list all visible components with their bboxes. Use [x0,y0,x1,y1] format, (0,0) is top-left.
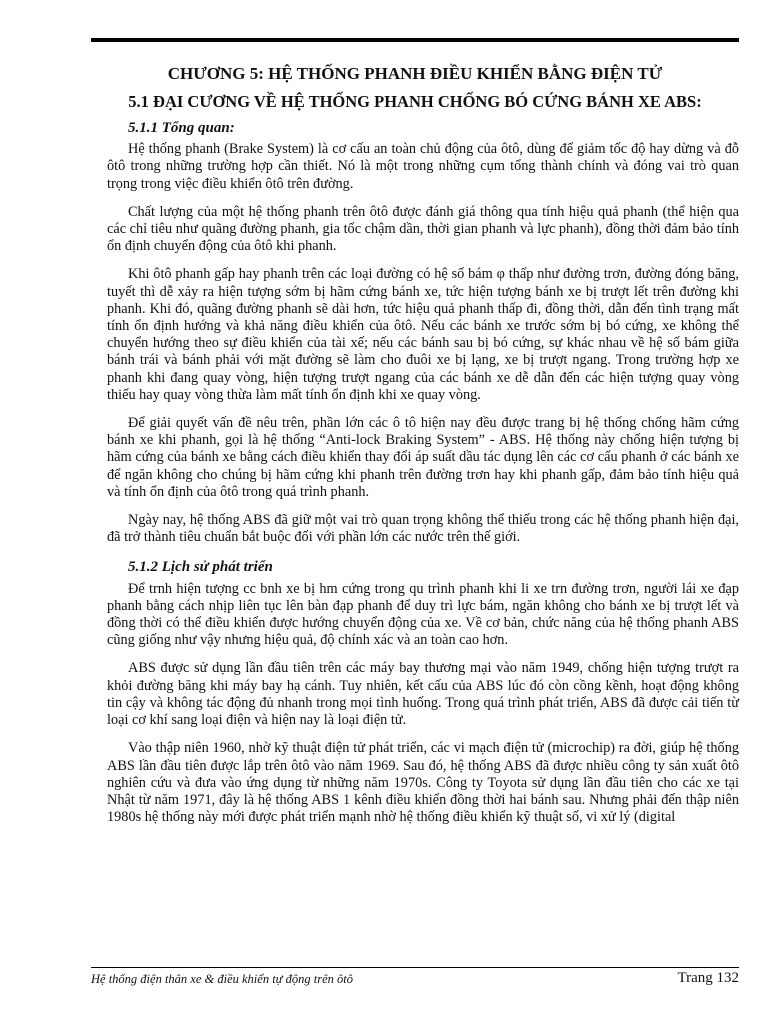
paragraph: ABS được sử dụng lần đầu tiên trên các máy bay thương mại vào năm 1949, chống hiện tượng trượt ra khỏi đường băng khi máy bay hạ cánh. Tuy nhiên, kết cấu của ABS lúc đó còn cồng kềnh, hoạt động không tin cậy và không tác động đủ nhanh trong mọi tình huống. Trong quá trình phát triển, ABS đã được cải tiến từ loại cơ khí sang loại điện và hiện nay là loại điện tử. [107,660,739,729]
paragraph: Vào thập niên 1960, nhờ kỹ thuật điện tử phát triển, các vi mạch điện tử (microchip) ra đời, giúp hệ thống ABS lần đầu tiên được lắp trên ôtô vào năm 1969. Sau đó, hệ thống ABS đã được nhiều công ty sản xuất ôtô nghiên cứu và đưa vào ứng dụng từ những năm 1970s. Công ty Toyota sử dụng lần đầu tiên cho các xe tại Nhật từ năm 1971, đây là hệ thống ABS 1 kênh điều khiển đồng thời hai bánh sau. Nhưng phải đến thập niên 1980s hệ thống này mới được phát triển mạnh nhờ hệ thống điều khiển kỹ thuật số, vi xử lý (digital [107,740,739,826]
paragraph: Ngày nay, hệ thống ABS đã giữ một vai trò quan trọng không thể thiếu trong các hệ thống phanh hiện đại, đã trở thành tiêu chuẩn bắt buộc đối với phần lớn các nước trên thế giới. [107,512,739,546]
footer-book-title: Hệ thống điện thân xe & điều khiển tự động trên ôtô [91,972,353,986]
paragraph: Để giải quyết vấn đề nêu trên, phần lớn các ô tô hiện nay đều được trang bị hệ thống chống hãm cứng bánh xe khi phanh, gọi là hệ thống “Anti-lock Braking System” - ABS. Hệ thống này chống hiện tượng bị hãm cứng của bánh xe bằng cách điều khiển thay đổi áp suất dầu tác dụng lên các cơ cấu phanh ở các bánh xe để ngăn không cho chúng bị hãm cứng khi phanh trên đường trơn hay khi phanh gấp, đảm bảo tính hiệu quả và tính ổn định của ôtô trong quá trình phanh. [107,415,739,500]
section-title: 5.1 ĐẠI CƯƠNG VỀ HỆ THỐNG PHANH CHỐNG BÓ CỨNG BÁNH XE ABS: [128,92,702,111]
subsection-heading-overview: 5.1.1 Tổng quan: [128,120,235,136]
footer-rule [91,967,739,968]
paragraph: Chất lượng của một hệ thống phanh trên ôtô được đánh giá thông qua tính hiệu quả phanh (thể hiện qua các chỉ tiêu như quãng đường phanh, gia tốc chậm dần, thời gian phanh và lực phanh), đồng thời đảm bảo tính ổn định chuyển động của ôtô khi phanh. [107,203,739,255]
page-body [107,118,739,837]
paragraph: Hệ thống phanh (Brake System) là cơ cấu an toàn chủ động của ôtô, dùng để giảm tốc độ hay dừng và đỗ ôtô trong những trường hợp cần thiết. Nó là một trong những cụm tổng thành chính và đóng vai trò quan trọng trong việc điều khiển ôtô trên đường. [107,141,739,192]
paragraph: Để trnh hiện tượng cc bnh xe bị hm cứng trong qu trình phanh khi li xe trn đường trơn, người lái xe đạp phanh bằng cách nhịp liên tục lên bàn đạp phanh để duy trì lực bám, ngăn không cho bánh xe bị trượt lết và đồng thời có thể điều khiển được hướng chuyển động của xe. Về cơ bản, chức năng của hệ thống phanh ABS cũng giống như vậy nhưng hiệu quả, độ chính xác và an toàn cao hơn. [107,580,739,649]
subsection-heading-history: 5.1.2 Lịch sử phát triển [128,559,273,576]
page-number: Trang 132 [677,970,739,986]
top-rule [91,38,739,42]
chapter-title: CHƯƠNG 5: HỆ THỐNG PHANH ĐIỀU KHIỂN BẰNG ĐIỆN TỬ [167,64,663,83]
paragraph: Khi ôtô phanh gấp hay phanh trên các loại đường có hệ số bám φ thấp như đường trơn, đường đóng băng, tuyết thì dễ xảy ra hiện tượng sớm bị hãm cứng bánh xe, tức hiện tượng bánh xe bị trượt lết trên đường khi phanh. Khi đó, quãng đường phanh sẽ dài hơn, tức hiệu quả phanh thấp đi, đồng thời, dẫn đến tình trạng mất tính ổn định hướng và khả năng điều khiển của ôtô. Nếu các bánh xe trước sớm bị bó cứng, xe không thể chuyển hướng theo sự điều khiển của tài xế; nếu các bánh sau bị bó cứng, sự khác nhau về hệ số bám giữa bánh trái và bánh phải với mặt đường sẽ làm cho đuôi xe bị lạng, xe bị trượt ngang. Trong trường hợp xe phanh khi đang quay vòng, hiện tượng trượt ngang của các bánh xe dễ dẫn đến các hiện tượng quay vòng thiếu hay quay vòng thừa làm mất tính ổn định khi xe quay vòng. [107,266,739,403]
